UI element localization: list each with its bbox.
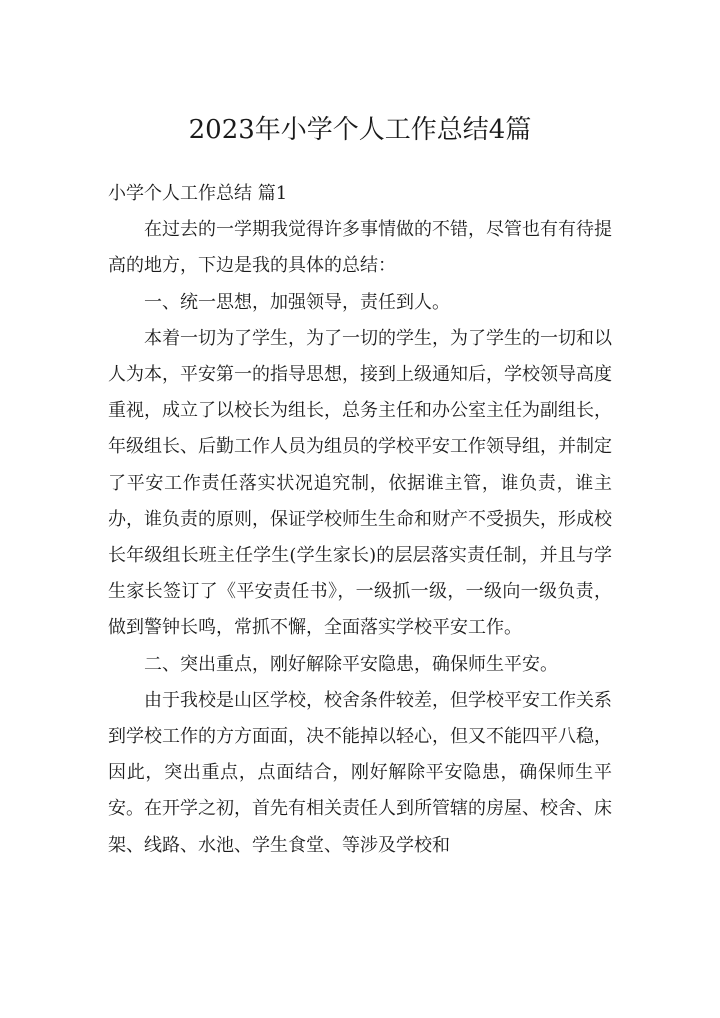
- paragraph-point-two: 由于我校是山区学校，校舍条件较差，但学校平安工作关系到学校工作的方方面面，决不能掉以轻心，但又不能四平八稳，因此，突出重点，点面结合，刚好解除平安隐患，确保师生平安。在开学之初，首先有相关责任人到所管辖的房屋、校舍、床架、线路、水池、学生食堂、等涉及学校和: [108, 689, 612, 856]
- section-title: 小学个人工作总结 篇1: [108, 183, 288, 204]
- paragraph-intro: 在过去的一学期我觉得许多事情做的不错，尽管也有有待提高的地方，下边是我的具体的总结：: [108, 219, 612, 277]
- heading-point-one: 一、统一思想，加强领导，责任到人。: [144, 291, 450, 313]
- document-title: 2023年小学个人工作总结4篇: [188, 115, 532, 145]
- paragraph-point-one: 本着一切为了学生，为了一切的学生，为了学生的一切和以人为本，平安第一的指导思想，接到上级通知后，学校领导高度重视，成立了以校长为组长，总务主任和办公室主任为副组长，年级组长、后勤工作人员为组员的学校平安工作领导组，并制定了平安工作责任落实状况追究制，依据谁主管，谁负责，谁主办，谁负责的原则，保证学校师生生命和财产不受损失，形成校长年级组长班主任学生(学生家长)的层层落实责任制，并且与学生家长签订了《平安责任书》，一级抓一级，一级向一级负责，做到警钟长鸣，常抓不懈，全面落实学校平安工作。: [108, 327, 612, 639]
- document-body: [108, 176, 612, 864]
- heading-point-two: 二、突出重点，刚好解除平安隐患，确保师生平安。: [144, 653, 558, 675]
